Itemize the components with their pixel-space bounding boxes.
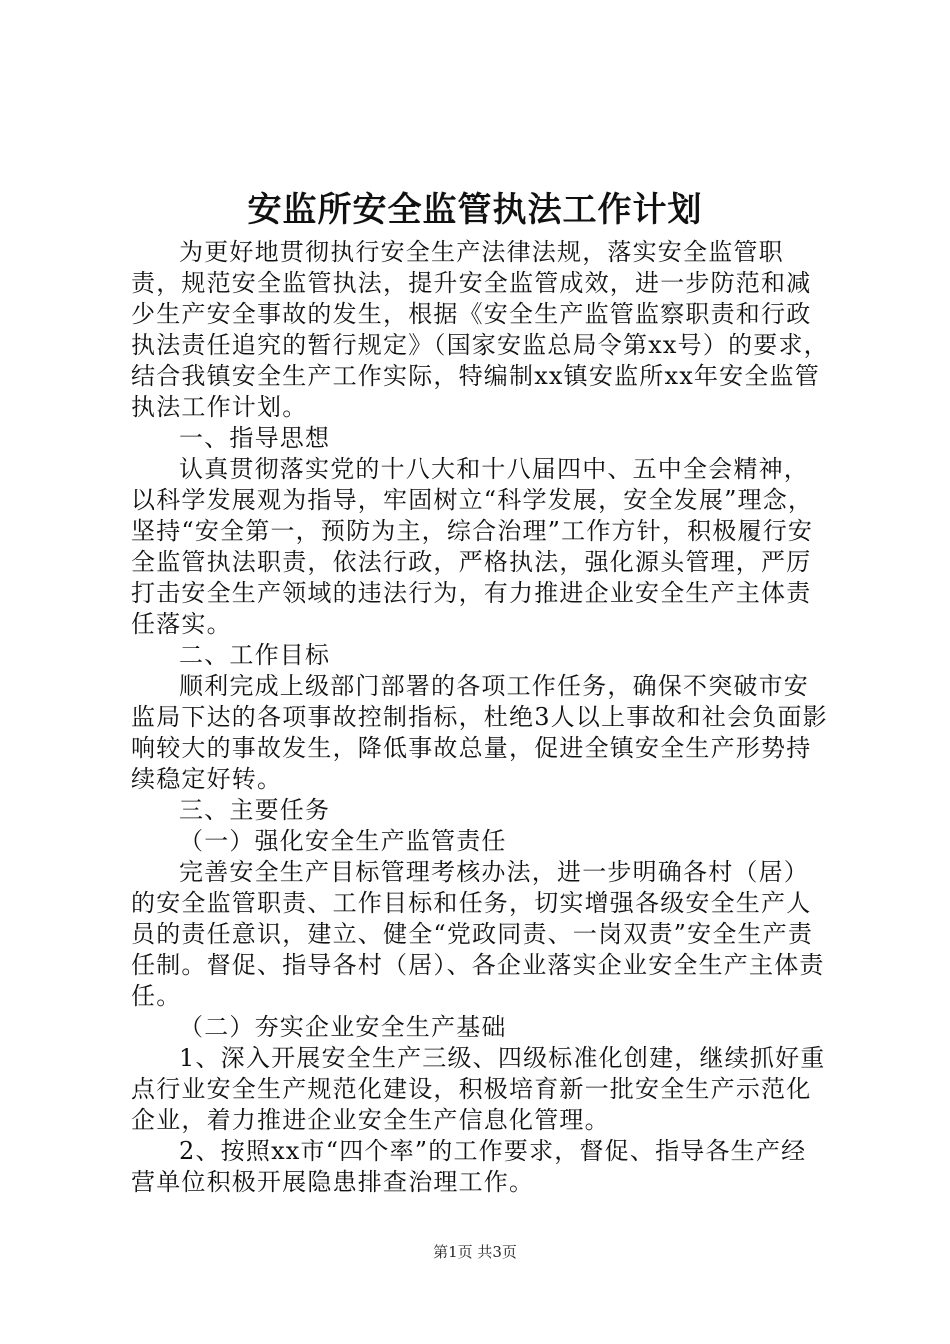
list-item-1: 1、深入开展安全生产三级、四级标准化创建，继续抓好重点行业安全生产规范化建设，积极培育新一批安全生产示范化企业，着力推进企业安全生产信息化管理。 xyxy=(131,1044,826,1134)
paragraph-guiding-thought: 认真贯彻落实党的十八大和十八届四中、五中全会精神，以科学发展观为指导，牢固树立“科学发展，安全发展”理念，坚持“安全第一，预防为主，综合治理”工作方针，积极履行安全监管执法职责，依法行政，严格执法，强化源头管理，严厉打击安全生产领域的违法行为，有力推进企业安全生产主体责任落实。 xyxy=(131,455,814,638)
section-heading-main-tasks: 三、主要任务 xyxy=(179,796,331,824)
section-heading-guiding-thought: 一、指导思想 xyxy=(179,424,331,452)
subsection-heading-1: （一）强化安全生产监管责任 xyxy=(179,827,507,855)
section-heading-work-goals: 二、工作目标 xyxy=(179,641,331,669)
subsection-heading-2: （二）夯实企业安全生产基础 xyxy=(179,1013,507,1041)
intro-paragraph: 为更好地贯彻执行安全生产法律法规，落实安全监管职责，规范安全监管执法，提升安全监管成效，进一步防范和减少生产安全事故的发生，根据《安全生产监管监察职责和行政执法责任追究的暂行规定》（国家安监总局令第xx号）的要求，结合我镇安全生产工作实际，特编制xx镇安监所xx年安全监管执法工作计划。 xyxy=(131,238,829,421)
page-footer: 第1页 共3页 xyxy=(433,1243,517,1261)
document-title: 安监所安全监管执法工作计划 xyxy=(247,190,703,230)
paragraph-subsection-1: 完善安全生产目标管理考核办法，进一步明确各村（居）的安全监管职责、工作目标和任务，切实增强各级安全生产人员的责任意识，建立、健全“党政同责、一岗双责”安全生产责任制。督促、指导各村（居）、各企业落实企业安全生产主体责任。 xyxy=(131,858,825,1010)
list-item-2: 2、按照xx市“四个率”的工作要求，督促、指导各生产经营单位积极开展隐患排查治理工作。 xyxy=(131,1137,807,1196)
paragraph-work-goals: 顺利完成上级部门部署的各项工作任务，确保不突破市安监局下达的各项事故控制指标，杜绝3人以上事故和社会负面影响较大的事故发生，降低事故总量，促进全镇安全生产形势持续稳定好转。 xyxy=(131,672,828,793)
document-body xyxy=(131,237,831,1198)
